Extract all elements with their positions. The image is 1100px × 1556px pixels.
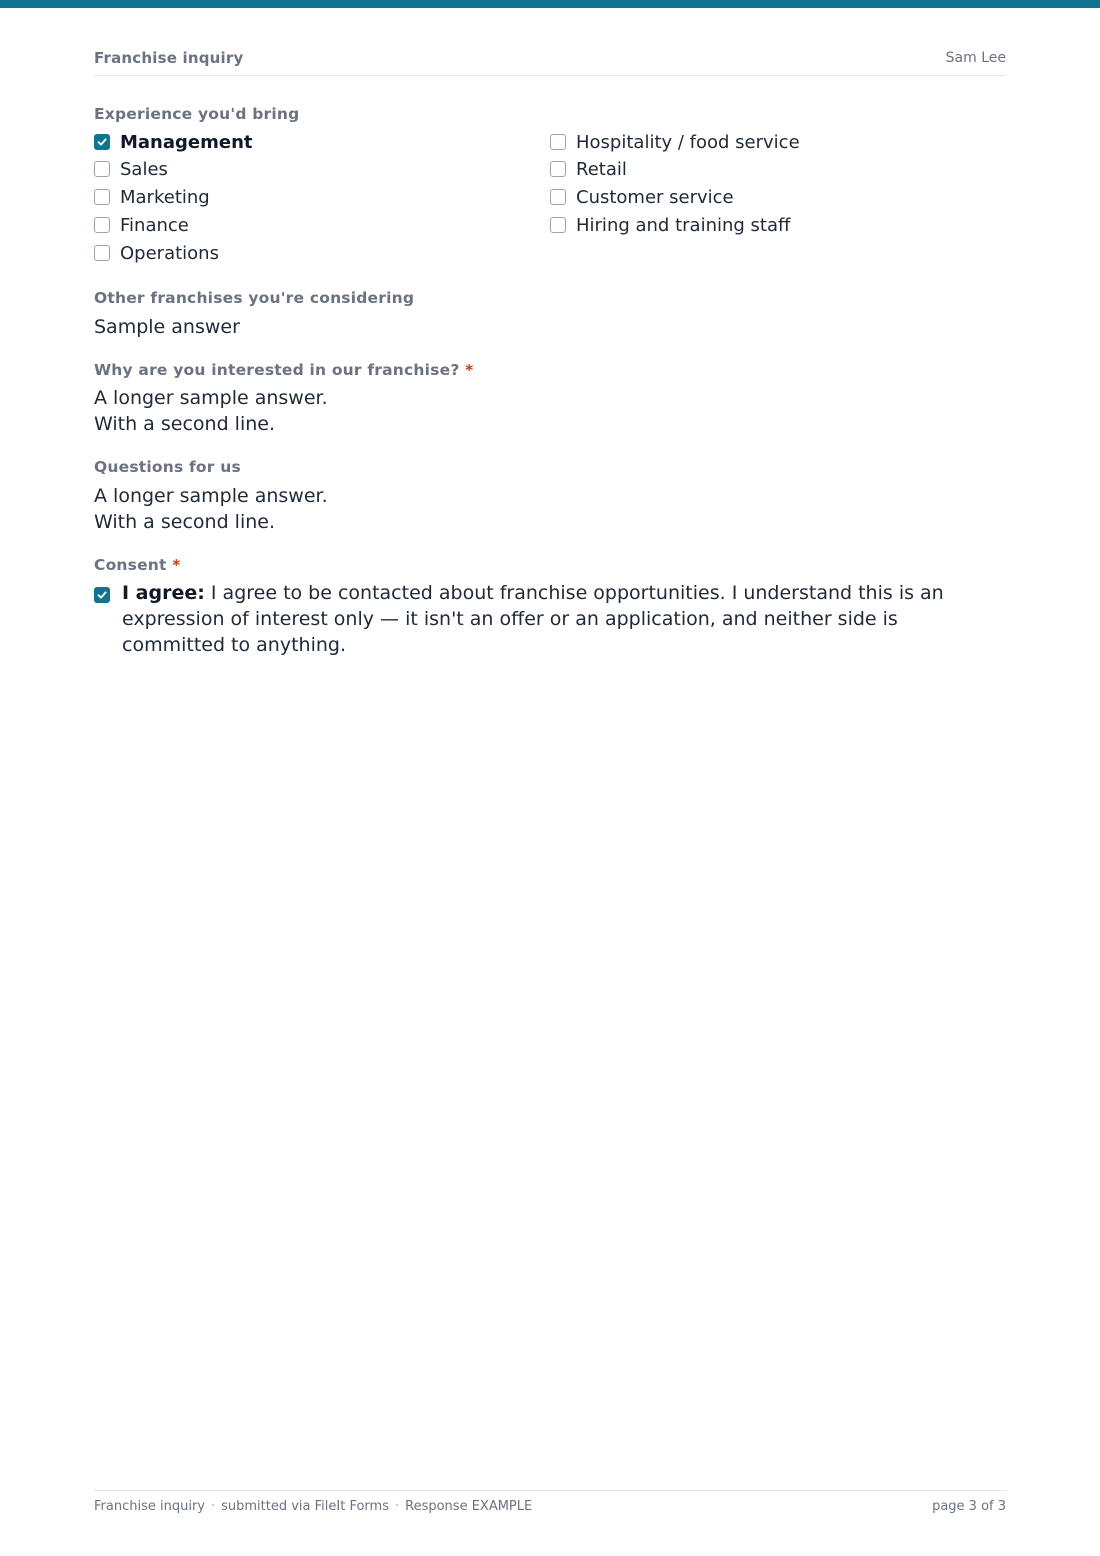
- experience-option-hiring[interactable]: [550, 212, 790, 238]
- option-label: Customer service: [576, 186, 734, 208]
- form-title: Franchise inquiry: [94, 49, 244, 67]
- consent-label-text: Consent: [94, 556, 167, 574]
- option-label: Sales: [120, 158, 168, 180]
- separator: ·: [210, 1499, 216, 1514]
- experience-option-hospitality[interactable]: [550, 129, 800, 155]
- option-label: Operations: [120, 242, 219, 264]
- option-label: Retail: [576, 158, 627, 180]
- why-interested-label-text: Why are you interested in our franchise?: [94, 361, 460, 379]
- questions-answer: [94, 483, 328, 535]
- questions-label: Questions for us: [94, 458, 241, 476]
- footer-response: Response EXAMPLE: [405, 1499, 533, 1514]
- page-number: page 3 of 3: [932, 1499, 1006, 1514]
- footer-form-name: Franchise inquiry: [94, 1499, 205, 1514]
- experience-option-customer-service[interactable]: [550, 184, 734, 210]
- other-franchises-label: Other franchises you're considering: [94, 289, 415, 307]
- why-interested-label: [94, 361, 473, 379]
- option-label: Hiring and training staff: [576, 214, 791, 236]
- checkbox-icon[interactable]: [550, 134, 566, 150]
- consent-text: [122, 580, 1006, 658]
- top-accent-bar: [0, 0, 1100, 8]
- checkbox-checked-icon[interactable]: [94, 134, 110, 150]
- page-header: [94, 48, 1006, 76]
- checkbox-icon[interactable]: [550, 189, 566, 205]
- answer-line: With a second line.: [94, 413, 275, 435]
- experience-option-sales[interactable]: [94, 156, 168, 182]
- answer-line: A longer sample answer.: [94, 387, 328, 409]
- checkbox-icon[interactable]: [94, 217, 110, 233]
- checkbox-icon[interactable]: [94, 245, 110, 261]
- respondent-name: Sam Lee: [945, 50, 1006, 66]
- option-label: Finance: [120, 214, 189, 236]
- footer-submitted-via: submitted via FileIt Forms: [221, 1499, 389, 1514]
- answer-line: A longer sample answer.: [94, 485, 328, 507]
- required-mark: *: [465, 361, 474, 379]
- option-label: Hospitality / food service: [576, 131, 800, 153]
- experience-option-retail[interactable]: [550, 156, 627, 182]
- required-mark: *: [172, 556, 181, 574]
- answer-line: With a second line.: [94, 511, 275, 533]
- checkbox-icon[interactable]: [550, 161, 566, 177]
- footer-info: [94, 1499, 532, 1514]
- consent-agree-label: I agree:: [122, 582, 205, 604]
- option-label: Management: [120, 131, 253, 153]
- other-franchises-answer: Sample answer: [94, 316, 240, 338]
- option-label: Marketing: [120, 186, 210, 208]
- why-interested-answer: [94, 385, 328, 437]
- experience-option-finance[interactable]: [94, 212, 189, 238]
- checkbox-checked-icon[interactable]: [94, 587, 110, 603]
- separator: ·: [394, 1499, 400, 1514]
- checkbox-icon[interactable]: [550, 217, 566, 233]
- page-footer: [94, 1490, 1006, 1530]
- checkbox-icon[interactable]: [94, 161, 110, 177]
- experience-option-management[interactable]: [94, 129, 253, 155]
- experience-label: Experience you'd bring: [94, 105, 300, 123]
- consent-label: [94, 556, 181, 574]
- checkbox-icon[interactable]: [94, 189, 110, 205]
- experience-option-operations[interactable]: [94, 240, 219, 266]
- consent-statement: I agree to be contacted about franchise opportunities. I understand this is an expression of interest only — it isn't an offer or an application, and neither side is committed to anything.: [122, 582, 944, 656]
- experience-option-marketing[interactable]: [94, 184, 210, 210]
